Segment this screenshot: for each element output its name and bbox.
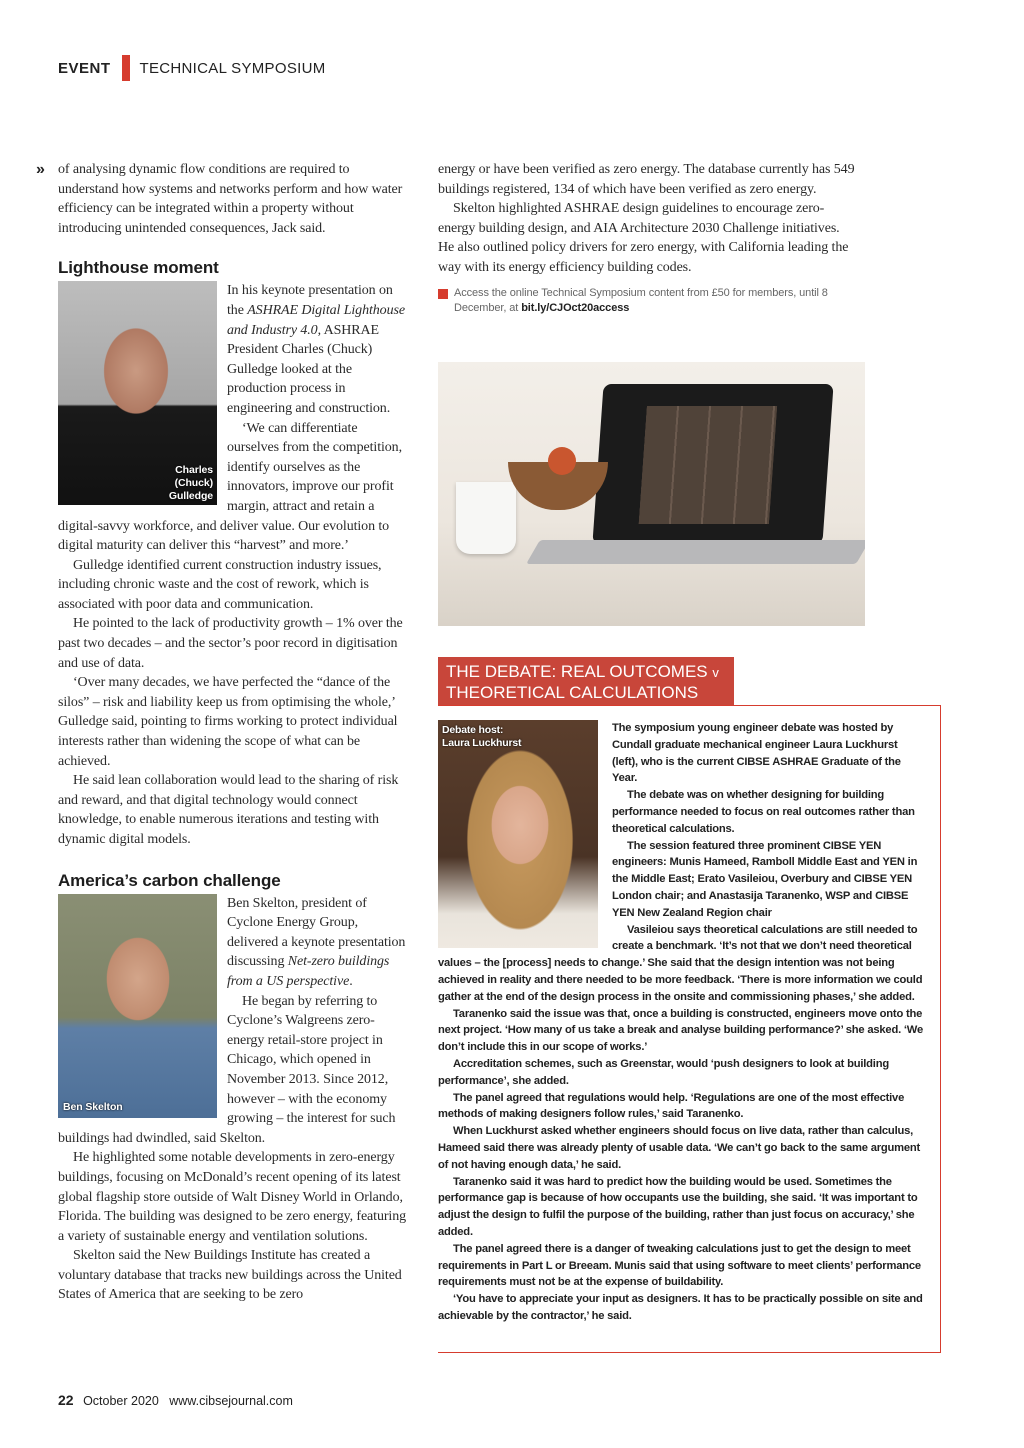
photo-caption: Charles (Chuck) Gulledge xyxy=(168,464,213,503)
paragraph: energy or have been verified as zero energy. The database currently has 549 buildings registered, 134 of which have been verified as zero energy. xyxy=(438,162,855,197)
paragraph: Taranenko said the issue was that, once a building is constructed, engineers move onto the next project. ‘How many of us take a break and analyse building performance?’ she asked. ‘We don’t include this in our scope of works.’ xyxy=(438,1007,923,1054)
intro-paragraph: of analysing dynamic flow conditions are required to understand how systems and networks perform and how water efficiency can be integrated within a property without introducing unintended consequences, Jack said. xyxy=(58,162,403,236)
photo-caption: Ben Skelton xyxy=(63,1100,123,1113)
photo-luckhurst xyxy=(438,720,598,948)
paragraph: The panel agreed that regulations would help. ‘Regulations are one of the most effective methods of making designers follow rules,’ said Taranenko. xyxy=(438,1091,905,1121)
left-column xyxy=(36,160,410,1305)
continued-chevron-icon: » xyxy=(36,161,45,178)
paragraph: The debate was on whether designing for building performance needed to focus on real outcomes rather than theoretical calculations. xyxy=(612,789,915,835)
paragraph: ‘Over many decades, we have perfected the “dance of the silos” – risk and liability keep us from optimising the whole,’ Gulledge said, pointing to firms working to protect individual interests rather than widening the scope of what can be achieved. xyxy=(58,675,398,769)
coffee-mug xyxy=(456,482,516,554)
paragraph: Skelton said the New Buildings Institute has created a voluntary database that tracks new buildings across the United States of America that are seeking to be zero xyxy=(58,1248,402,1303)
paragraph: Gulledge identified current construction industry issues, including chronic waste and the cost of rework, which is associated with poor data and communication. xyxy=(58,557,382,612)
header-divider xyxy=(122,55,130,81)
debate-heading xyxy=(438,657,734,706)
paragraph: He said lean collaboration would lead to the sharing of risk and reward, and that digital technology would connect knowledge, to enable numerous iterations and testing with dynamic digital models. xyxy=(58,773,399,847)
paragraph: Vasileiou says theoretical calculations are still needed to create a benchmark. ‘It’s not that we don’t need theoretical values – the [process] needs to change.’ She said that the design intention was not being achieved in reality and there needed to be more feedback. ‘There is more information we could gather at the end of the design process in the onsite and commissioning phases,’ she added. xyxy=(438,923,923,1003)
debate-title-line2: THEORETICAL CALCULATIONS xyxy=(446,683,699,702)
photo-gulledge xyxy=(58,281,217,505)
paragraph: Taranenko said it was hard to predict how the building would be used. Sometimes the performance gap is because of how occupants use the building, she said. ‘It was important to adjust the design to fulfil the purpose of the building, rather than just focus on accuracy,’ she added. xyxy=(438,1175,918,1238)
access-link[interactable]: bit.ly/CJOct20access xyxy=(521,302,630,315)
paragraph: The symposium young engineer debate was hosted by Cundall graduate mechanical engineer Laura Luckhurst (left), who is the current CIBSE ASHRAE Graduate of the Year. xyxy=(612,722,901,785)
page-footer xyxy=(58,1392,293,1408)
text: . xyxy=(349,973,353,989)
paragraph: He began by referring to Cyclone’s Walgreens zero-energy retail-store project in Chicago, which opened in November 2013. Since 2012, however – with the economy growing – the interest for such buildings had dwindled, said Skelton. xyxy=(58,993,396,1146)
access-note xyxy=(438,286,858,317)
photo-caption: Debate host: Laura Luckhurst xyxy=(442,724,522,749)
heading-carbon: America’s carbon challenge xyxy=(58,870,281,890)
note-text: Access the online Technical Symposium content from £50 for members, until 8 December, at xyxy=(454,286,828,315)
paragraph: The panel agreed there is a danger of tweaking calculations just to get the design to meet requirements in Part L or Breeam. Munis said that using software to meet clients’ performance requirements must not be at the expense of buildability. xyxy=(438,1242,921,1289)
debate-title-line1: THE DEBATE: REAL OUTCOMES xyxy=(446,662,708,681)
page-header xyxy=(58,55,326,81)
paragraph: Skelton highlighted ASHRAE design guidelines to encourage zero-energy building design, and AIA Architecture 2030 Challenge initiatives. He also outlined policy drivers for zero energy, with California leading the way with its energy efficiency building codes. xyxy=(438,201,849,275)
subsection-label: TECHNICAL SYMPOSIUM xyxy=(139,59,326,77)
issue-date: October 2020 xyxy=(83,1394,159,1408)
heading-lighthouse: Lighthouse moment xyxy=(58,258,219,278)
laptop-screen xyxy=(592,384,833,544)
paragraph: Accreditation schemes, such as Greenstar, would ‘push designers to look at building performance’, she added. xyxy=(438,1057,889,1087)
text: , ASHRAE President Charles (Chuck) Gulledge looked at the production process in engineering and construction. xyxy=(227,322,391,416)
laptop-video-call-photo xyxy=(438,362,865,626)
apple xyxy=(548,447,576,475)
paragraph: When Luckhurst asked whether engineers should focus on live data, rather than calculus, Hameed said there was already plenty of usable data. ‘We can’t go back to the same argument of not having enough data,’ he said. xyxy=(438,1125,921,1171)
debate-body xyxy=(438,720,923,1325)
paragraph: ‘You have to appreciate your input as designers. It has to be practically possible on site and achievable by the contractor,’ he said. xyxy=(438,1293,923,1322)
website-link[interactable]: www.cibsejournal.com xyxy=(169,1394,293,1408)
right-column xyxy=(438,160,858,317)
page-number: 22 xyxy=(58,1392,74,1408)
section-label: EVENT xyxy=(58,59,111,77)
paragraph: The session featured three prominent CIBSE YEN engineers: Munis Hameed, Ramboll Middle East and YEN in the Middle East; Erato Vasileiou, Overbury and CIBSE YEN London chair; and Anastasija Taranenko, WSP and CIBSE YEN New Zealand Region chair xyxy=(612,839,918,919)
text: In his keynote presentation on the xyxy=(227,283,393,318)
laptop-keyboard xyxy=(526,540,865,564)
talk-title: ASHRAE Digital Lighthouse and Industry 4.0 xyxy=(227,302,405,338)
paragraph: He pointed to the lack of productivity growth – 1% over the past two decades – and the sector’s poor record in digitisation and use of data. xyxy=(58,616,403,671)
photo-skelton xyxy=(58,894,217,1118)
text: Ben Skelton, president of Cyclone Energy Group, delivered a keynote presentation discussing xyxy=(227,895,406,970)
bullet-square-icon xyxy=(438,289,448,299)
paragraph: ‘We can differentiate ourselves from the competition, identify ourselves as the innovators, improve our profit margin, attract and retain a digital-savvy workforce, and deliver value. Our evolution to digital maturity can deliver this “harvest” and more.’ xyxy=(58,420,402,554)
talk-title: Net-zero buildings from a US perspective xyxy=(227,954,390,989)
debate-title-v: v xyxy=(712,665,719,680)
paragraph: He highlighted some notable developments in zero-energy buildings, focusing on McDonald’s recent opening of its latest global flagship store outside of Walt Disney World in Orlando, Florida. The building was designed to be zero energy, featuring a variety of sustainable energy and ventilation solutions. xyxy=(58,1150,407,1244)
